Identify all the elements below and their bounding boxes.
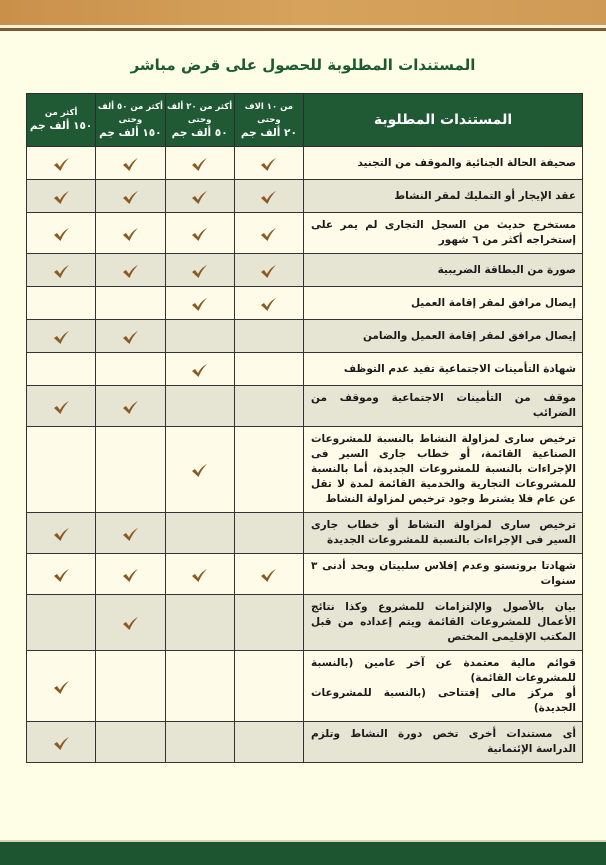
tier-line2: وحتى xyxy=(257,114,281,125)
checkmark-icon xyxy=(191,565,208,584)
checkmark-icon xyxy=(122,613,139,632)
checkmark-icon xyxy=(191,460,208,479)
table-row xyxy=(27,254,583,287)
tier-2-cell xyxy=(165,651,234,722)
document-name: صحيفة الحالة الجنائية والموقف من التجنيد xyxy=(304,147,583,180)
tier-1-cell xyxy=(234,386,303,427)
tier-1-cell xyxy=(234,595,303,651)
checkmark-icon xyxy=(122,187,139,206)
table-row xyxy=(27,554,583,595)
tier-4-cell xyxy=(27,320,96,353)
checkmark-icon xyxy=(122,565,139,584)
document-name: بيان بالأصول والإلتزامات للمشروع وكذا نتائج الأعمال للمشروعات القائمة ويتم إعداده من قبل المكتب الإقليمى المختص xyxy=(304,595,583,651)
tier-line1: أكثر من ٢٠ ألف xyxy=(167,101,233,112)
tier-4-cell xyxy=(27,287,96,320)
document-name: ترخيص سارى لمزاولة النشاط بالنسبة للمشروعات الصناعية القائمة، أو خطاب جارى السير فى الإجراءات بالنسبة للمشروعات الجديدة، أما بالنسبة للمشروعات التجارية والخدمية القائمة لمدة لا تقل عن عام فلا يشترط وجود ترخيص لمزاولة النشاط xyxy=(304,427,583,513)
tier-3-cell xyxy=(96,386,165,427)
tier-1-cell xyxy=(234,651,303,722)
checkmark-icon xyxy=(53,224,70,243)
checkmark-icon xyxy=(260,261,277,280)
tier-4-cell xyxy=(27,722,96,763)
tier-2-cell xyxy=(165,513,234,554)
document-name: قوائم مالية معتمدة عن آخر عامين (بالنسبة للمشروعات القائمة) أو مركز مالى إفتتاحى (بالنسبة للمشروعات الجديدة) xyxy=(304,651,583,722)
document-name: شهادة التأمينات الاجتماعية تفيد عدم التوظف xyxy=(304,353,583,386)
table-header-row xyxy=(27,94,583,147)
tier-2-cell xyxy=(165,147,234,180)
table-row xyxy=(27,180,583,213)
tier-2-cell xyxy=(165,180,234,213)
document-name: عقد الإيجار أو التمليك لمقر النشاط xyxy=(304,180,583,213)
documents-table xyxy=(26,93,583,763)
tier-4-cell xyxy=(27,513,96,554)
tier-1-cell xyxy=(234,180,303,213)
header-documents: المستندات المطلوبة xyxy=(304,94,583,147)
header-tier-1 xyxy=(234,94,303,147)
tier-3-cell xyxy=(96,213,165,254)
checkmark-icon xyxy=(122,224,139,243)
tier-3-cell xyxy=(96,147,165,180)
checkmark-icon xyxy=(191,294,208,313)
tier-3-cell xyxy=(96,254,165,287)
tier-3-cell xyxy=(96,427,165,513)
tier-4-cell xyxy=(27,427,96,513)
checkmark-icon xyxy=(260,187,277,206)
tier-line3: ٥٠ ألف جم xyxy=(171,126,228,139)
document-name: شهادتا بروتستو وعدم إفلاس سلبيتان وبحد أدنى ٣ سنوات xyxy=(304,554,583,595)
table-row xyxy=(27,513,583,554)
tier-1-cell xyxy=(234,254,303,287)
tier-line3: ٢٠ ألف جم xyxy=(240,126,297,139)
checkmark-icon xyxy=(122,261,139,280)
checkmark-icon xyxy=(260,154,277,173)
table-row xyxy=(27,320,583,353)
header-tier-4 xyxy=(27,94,96,147)
tier-line1: من ١٠ الاف xyxy=(244,101,294,112)
tier-2-cell xyxy=(165,320,234,353)
page-title: المستندات المطلوبة للحصول على قرض مباشر xyxy=(130,56,476,74)
table-body xyxy=(27,147,583,763)
tier-3-cell xyxy=(96,651,165,722)
document-name: إيصال مرافق لمقر إقامة العميل xyxy=(304,287,583,320)
header-tier-2 xyxy=(165,94,234,147)
tier-2-cell xyxy=(165,213,234,254)
tier-3-cell xyxy=(96,554,165,595)
table-row xyxy=(27,427,583,513)
tier-1-cell xyxy=(234,353,303,386)
checkmark-icon xyxy=(53,187,70,206)
tier-1-cell xyxy=(234,213,303,254)
tier-3-cell xyxy=(96,513,165,554)
checkmark-icon xyxy=(53,327,70,346)
tier-4-cell xyxy=(27,595,96,651)
tier-line3: ١٥٠ ألف جم xyxy=(99,126,162,139)
checkmark-icon xyxy=(191,261,208,280)
document-name: إيصال مرافق لمقر إقامة العميل والضامن xyxy=(304,320,583,353)
tier-1-cell xyxy=(234,554,303,595)
tier-1-cell xyxy=(234,147,303,180)
tier-2-cell xyxy=(165,386,234,427)
tier-2-cell xyxy=(165,722,234,763)
table-row xyxy=(27,353,583,386)
tier-1-cell xyxy=(234,513,303,554)
document-name: أى مستندات أخرى تخص دورة النشاط وتلزم الدراسة الإئتمانية xyxy=(304,722,583,763)
checkmark-icon xyxy=(260,224,277,243)
checkmark-icon xyxy=(53,677,70,696)
tier-4-cell xyxy=(27,554,96,595)
tier-1-cell xyxy=(234,320,303,353)
top-decorative-band xyxy=(0,0,606,25)
tier-4-cell xyxy=(27,651,96,722)
tier-line2: وحتى xyxy=(118,114,143,125)
tier-3-cell xyxy=(96,722,165,763)
checkmark-icon xyxy=(122,327,139,346)
tier-3-cell xyxy=(96,320,165,353)
tier-2-cell xyxy=(165,595,234,651)
tier-3-cell xyxy=(96,353,165,386)
table-row xyxy=(27,722,583,763)
checkmark-icon xyxy=(53,524,70,543)
document-name: موقف من التأمينات الاجتماعية وموقف من الضرائب xyxy=(304,386,583,427)
checkmark-icon xyxy=(191,360,208,379)
checkmark-icon xyxy=(53,397,70,416)
tier-2-cell xyxy=(165,254,234,287)
document-name: مستخرج حديث من السجل التجارى لم يمر على إستخراجه أكثر من ٦ شهور xyxy=(304,213,583,254)
checkmark-icon xyxy=(53,261,70,280)
checkmark-icon xyxy=(122,524,139,543)
table-row xyxy=(27,287,583,320)
top-divider-dark xyxy=(0,28,606,31)
tier-line2: وحتى xyxy=(187,114,212,125)
tier-3-cell xyxy=(96,287,165,320)
checkmark-icon xyxy=(191,224,208,243)
table-row xyxy=(27,213,583,254)
document-name: ترخيص سارى لمزاولة النشاط أو خطاب جارى السير فى الإجراءات بالنسبة للمشروعات الجديدة xyxy=(304,513,583,554)
checkmark-icon xyxy=(260,294,277,313)
checkmark-icon xyxy=(191,154,208,173)
checkmark-icon xyxy=(122,397,139,416)
tier-4-cell xyxy=(27,353,96,386)
checkmark-icon xyxy=(260,565,277,584)
tier-4-cell xyxy=(27,180,96,213)
tier-line1: أكثر من ٥٠ ألف xyxy=(97,101,163,112)
checkmark-icon xyxy=(53,154,70,173)
table-row xyxy=(27,595,583,651)
header-tier-3 xyxy=(96,94,165,147)
document-name: صورة من البطاقة الضريبية xyxy=(304,254,583,287)
tier-2-cell xyxy=(165,554,234,595)
checkmark-icon xyxy=(122,154,139,173)
table-row xyxy=(27,147,583,180)
tier-4-cell xyxy=(27,213,96,254)
checkmark-icon xyxy=(53,733,70,752)
checkmark-icon xyxy=(53,565,70,584)
tier-1-cell xyxy=(234,287,303,320)
table-row xyxy=(27,651,583,722)
tier-3-cell xyxy=(96,595,165,651)
tier-3-cell xyxy=(96,180,165,213)
tier-2-cell xyxy=(165,287,234,320)
tier-line1: أكثر من xyxy=(44,108,78,118)
bottom-decorative-band xyxy=(0,840,606,865)
tier-line3: ١٥٠ ألف جم xyxy=(29,120,93,132)
tier-2-cell xyxy=(165,427,234,513)
table-row xyxy=(27,386,583,427)
tier-2-cell xyxy=(165,353,234,386)
tier-1-cell xyxy=(234,427,303,513)
checkmark-icon xyxy=(191,187,208,206)
tier-4-cell xyxy=(27,147,96,180)
tier-4-cell xyxy=(27,386,96,427)
tier-1-cell xyxy=(234,722,303,763)
tier-4-cell xyxy=(27,254,96,287)
